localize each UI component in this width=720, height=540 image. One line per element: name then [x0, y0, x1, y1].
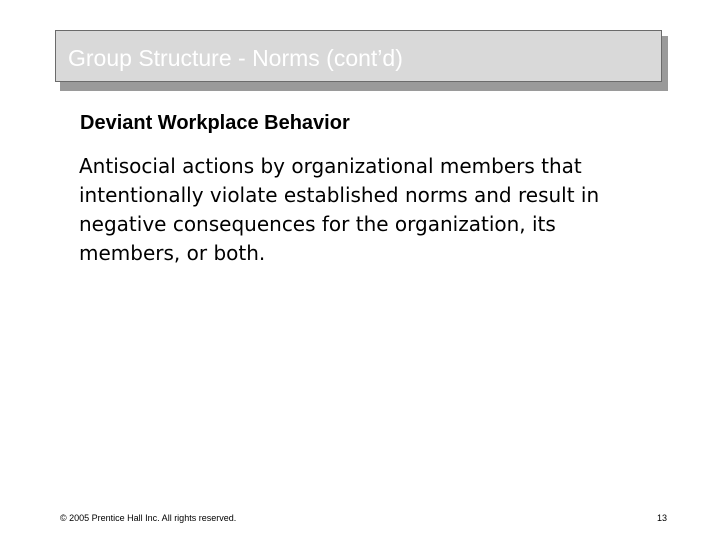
definition-line: negative consequences for the organization, its [79, 212, 556, 236]
title-bar [55, 30, 662, 82]
page-number: 13 [656, 513, 667, 523]
definition-text [79, 152, 639, 268]
footer-copyright: © 2005 Prentice Hall Inc. All rights reserved. [60, 513, 237, 523]
definition-line: intentionally violate established norms and result in [79, 183, 600, 207]
definition-line: members, or both. [79, 241, 266, 265]
definition-line: Antisocial actions by organizational members that [79, 154, 582, 178]
section-heading: Deviant Workplace Behavior [80, 112, 350, 134]
slide-title: Group Structure - Norms (cont’d) [68, 45, 403, 71]
